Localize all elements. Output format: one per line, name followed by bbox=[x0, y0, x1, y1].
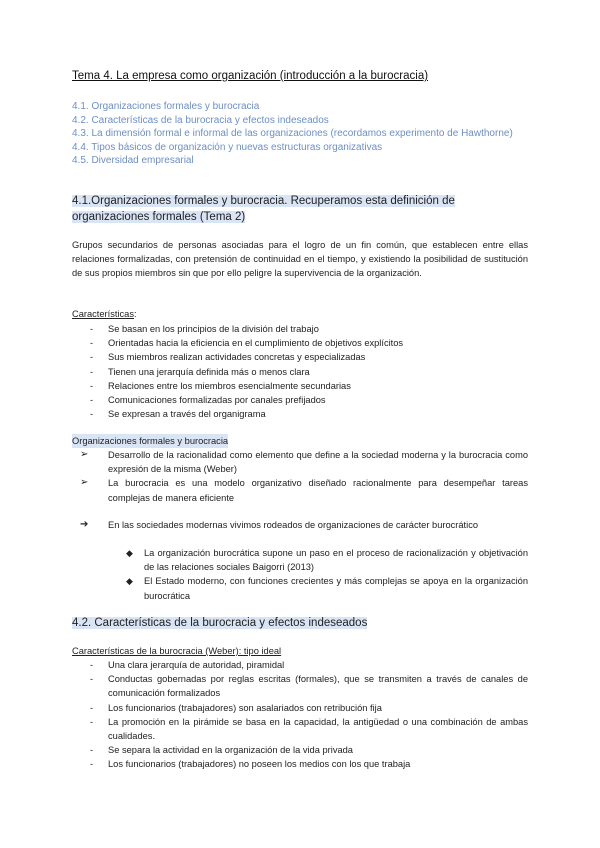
dash-bullet-icon: - bbox=[90, 759, 94, 770]
list-item bbox=[72, 743, 528, 757]
list-item-text: La burocracia es una modelo organizativo diseñado racionalmente para desempeñar tareas complejas de manera eficiente bbox=[108, 478, 528, 503]
list-item bbox=[72, 365, 528, 379]
dash-bullet-icon: - bbox=[90, 366, 94, 377]
dash-bullet-icon: - bbox=[90, 409, 94, 420]
caracteristicas-list bbox=[72, 322, 528, 421]
weber-characteristics-label: Características de la burocracia (Weber): tipo ideal bbox=[72, 646, 282, 656]
chevron-bullet-icon: ➢ bbox=[80, 477, 89, 489]
section-2-heading-text: 4.2. Características de la burocracia y efectos indeseados bbox=[72, 617, 368, 629]
list-item-text: Los funcionarios (trabajadores) son asalariados con retribución fija bbox=[108, 702, 382, 713]
list-item-text: La promoción en la pirámide se basa en la capacidad, la antigüedad o una combinación de ambas cualidades. bbox=[108, 716, 528, 742]
dash-bullet-icon: - bbox=[90, 674, 94, 685]
section-1-heading bbox=[72, 193, 528, 225]
list-item bbox=[72, 701, 528, 715]
section-2-heading bbox=[72, 615, 528, 631]
list-item-text: Orientadas hacia la eficiencia en el cumplimiento de objetivos explícitos bbox=[108, 338, 404, 349]
list-item-text: Los funcionarios (trabajadores) no poseen los medios con los que trabaja bbox=[108, 759, 411, 770]
document-title: Tema 4. La empresa como organización (introducción a la burocracia) bbox=[72, 70, 429, 82]
caracteristicas-label bbox=[72, 307, 137, 321]
definition-paragraph: Grupos secundarios de personas asociadas para el logro de un fin común, que establecen entre ellas relaciones formalizadas, con pretensión de continuidad en el tiempo, y existiendo la posibilidad de sustitución de sus propios miembros sin que por ello peligre la supervivencia de la organización. bbox=[72, 240, 528, 278]
list-item bbox=[126, 574, 528, 602]
list-item-text: Conductas gobernadas por reglas escritas (formales), que se transmiten a través de canales de comunicación formalizados bbox=[108, 674, 528, 699]
list-item bbox=[72, 658, 528, 672]
list-item-text: Relaciones entre los miembros esencialmente secundarias bbox=[108, 380, 351, 391]
list-item bbox=[72, 379, 528, 393]
list-item bbox=[72, 322, 528, 336]
list-item bbox=[72, 715, 528, 743]
list-item-text: Una clara jerarquía de autoridad, piramidal bbox=[108, 660, 285, 670]
list-item-text: Se expresan a través del organigrama bbox=[108, 409, 266, 420]
toc-item[interactable]: 4.2. Características de la burocracia y efectos indeseados bbox=[72, 114, 329, 126]
list-item-text: Se basan en los principios de la división del trabajo bbox=[108, 324, 319, 334]
org-formales-label: Organizaciones formales y burocracia bbox=[72, 436, 229, 446]
arrow-bullet-icon: ➔ bbox=[80, 519, 89, 530]
caracteristicas-colon: : bbox=[134, 309, 137, 319]
list-item bbox=[72, 407, 528, 421]
list-item bbox=[126, 546, 528, 574]
toc-item[interactable]: 4.5. Diversidad empresarial bbox=[72, 155, 194, 166]
dash-bullet-icon: - bbox=[90, 702, 94, 713]
diamond-points-list bbox=[126, 546, 528, 603]
list-item-text: El Estado moderno, con funciones crecientes y más complejas se apoya en la organización burocrática bbox=[144, 576, 528, 601]
list-item-text: Desarrollo de la racionalidad como elemento que define a la sociedad moderna y la burocracia como expresión de la misma (Weber) bbox=[108, 450, 528, 475]
list-item-text: La organización burocrática supone un paso en el proceso de racionalización y objetivación de las relaciones sociales Baigorri (2013) bbox=[144, 548, 528, 573]
toc-item[interactable]: 4.3. La dimensión formal e informal de las organizaciones (recordamos experimento de Hawthorne) bbox=[72, 128, 513, 139]
section-1-heading-text: 4.1.Organizaciones formales y burocracia. Recuperamos esta definición de organizaciones formales (Tema 2) bbox=[72, 195, 455, 223]
list-item bbox=[72, 393, 528, 407]
chevron-bullet-icon: ➢ bbox=[80, 449, 89, 460]
list-item bbox=[72, 672, 528, 700]
diamond-bullet-icon: ◆ bbox=[126, 576, 133, 587]
list-item-text: Sus miembros realizan actividades concretas y especializadas bbox=[108, 352, 366, 363]
dash-bullet-icon: - bbox=[90, 395, 94, 406]
list-item bbox=[72, 518, 528, 532]
weber-characteristics-list bbox=[72, 658, 528, 772]
list-item-text: Comunicaciones formalizadas por canales prefijados bbox=[108, 395, 326, 406]
list-item bbox=[72, 757, 528, 771]
dash-bullet-icon: - bbox=[90, 660, 94, 670]
dash-bullet-icon: - bbox=[90, 745, 94, 756]
dash-bullet-icon: - bbox=[90, 716, 94, 727]
caracteristicas-label-text: Características bbox=[72, 309, 134, 319]
dash-bullet-icon: - bbox=[90, 380, 94, 391]
list-item bbox=[72, 350, 528, 364]
table-of-contents bbox=[72, 100, 528, 168]
dash-bullet-icon: - bbox=[90, 324, 94, 334]
arrow-point-list bbox=[72, 518, 528, 532]
list-item bbox=[72, 336, 528, 350]
list-item-text: Tienen una jerarquía definida más o menos clara bbox=[108, 366, 310, 377]
list-item-text: En las sociedades modernas vivimos rodeados de organizaciones de carácter burocrático bbox=[108, 520, 479, 530]
dash-bullet-icon: - bbox=[90, 352, 94, 363]
list-item bbox=[72, 448, 528, 476]
toc-item[interactable]: 4.4. Tipos básicos de organización y nuevas estructuras organizativas bbox=[72, 141, 383, 153]
toc-item[interactable]: 4.1. Organizaciones formales y burocracia bbox=[72, 101, 260, 112]
diamond-bullet-icon: ◆ bbox=[126, 548, 133, 558]
list-item-text: Se separa la actividad en la organización de la vida privada bbox=[108, 745, 353, 756]
list-item bbox=[72, 476, 528, 504]
dash-bullet-icon: - bbox=[90, 338, 94, 349]
org-points-list bbox=[72, 448, 528, 505]
